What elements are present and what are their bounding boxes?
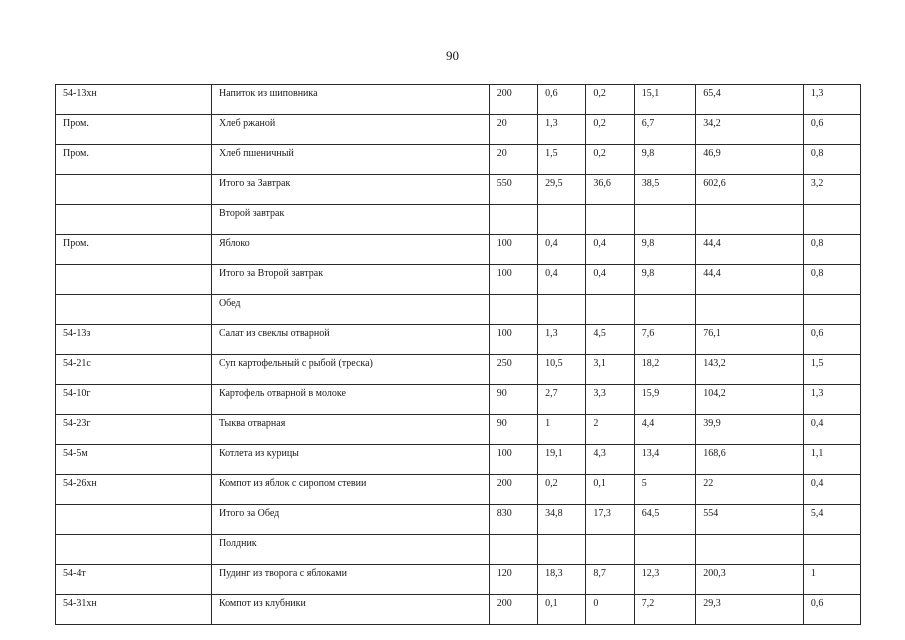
dish-name-cell: Суп картофельный с рыбой (треска) xyxy=(211,355,489,385)
energy-cell xyxy=(696,535,804,565)
carbs-cell: 12,3 xyxy=(634,565,696,595)
energy-cell: 200,3 xyxy=(696,565,804,595)
dish-name-cell: Итого за Второй завтрак xyxy=(211,265,489,295)
protein-cell: 1 xyxy=(538,415,586,445)
vitamin-c-cell: 0,4 xyxy=(803,475,860,505)
portion-mass-cell xyxy=(489,295,537,325)
carbs-cell: 5 xyxy=(634,475,696,505)
carbs-cell: 9,8 xyxy=(634,235,696,265)
carbs-cell: 13,4 xyxy=(634,445,696,475)
recipe-code-cell: 54-10г xyxy=(56,385,212,415)
fat-cell: 3,1 xyxy=(586,355,634,385)
protein-cell: 19,1 xyxy=(538,445,586,475)
table-row xyxy=(56,175,861,205)
recipe-code-cell: 54-31хн xyxy=(56,595,212,625)
fat-cell: 36,6 xyxy=(586,175,634,205)
energy-cell: 44,4 xyxy=(696,265,804,295)
carbs-cell: 38,5 xyxy=(634,175,696,205)
protein-cell: 0,2 xyxy=(538,475,586,505)
carbs-cell: 15,1 xyxy=(634,85,696,115)
page-number: 90 xyxy=(446,48,459,63)
dish-name-cell: Тыква отварная xyxy=(211,415,489,445)
fat-cell: 0,4 xyxy=(586,235,634,265)
fat-cell: 0,1 xyxy=(586,475,634,505)
portion-mass-cell: 200 xyxy=(489,595,537,625)
portion-mass-cell: 200 xyxy=(489,475,537,505)
table-row xyxy=(56,85,861,115)
recipe-code-cell xyxy=(56,265,212,295)
portion-mass-cell: 550 xyxy=(489,175,537,205)
table-row xyxy=(56,385,861,415)
fat-cell: 0,2 xyxy=(586,115,634,145)
portion-mass-cell: 100 xyxy=(489,235,537,265)
protein-cell: 1,3 xyxy=(538,325,586,355)
energy-cell: 46,9 xyxy=(696,145,804,175)
dish-name-cell: Итого за Завтрак xyxy=(211,175,489,205)
protein-cell xyxy=(538,535,586,565)
vitamin-c-cell xyxy=(803,205,860,235)
fat-cell: 2 xyxy=(586,415,634,445)
recipe-code-cell: 54-23г xyxy=(56,415,212,445)
fat-cell: 0,4 xyxy=(586,265,634,295)
vitamin-c-cell: 0,6 xyxy=(803,325,860,355)
vitamin-c-cell: 0,6 xyxy=(803,115,860,145)
dish-name-cell: Напиток из шиповника xyxy=(211,85,489,115)
table-row xyxy=(56,475,861,505)
portion-mass-cell: 90 xyxy=(489,385,537,415)
dish-name-cell: Обед xyxy=(211,295,489,325)
recipe-code-cell: Пром. xyxy=(56,235,212,265)
recipe-code-cell: 54-4т xyxy=(56,565,212,595)
table-row xyxy=(56,565,861,595)
vitamin-c-cell: 0,8 xyxy=(803,145,860,175)
carbs-cell: 7,2 xyxy=(634,595,696,625)
recipe-code-cell xyxy=(56,535,212,565)
energy-cell: 554 xyxy=(696,505,804,535)
table-row xyxy=(56,265,861,295)
dish-name-cell: Компот из клубники xyxy=(211,595,489,625)
vitamin-c-cell: 1,5 xyxy=(803,355,860,385)
fat-cell: 3,3 xyxy=(586,385,634,415)
protein-cell: 1,5 xyxy=(538,145,586,175)
portion-mass-cell: 830 xyxy=(489,505,537,535)
dish-name-cell: Котлета из курицы xyxy=(211,445,489,475)
recipe-code-cell xyxy=(56,505,212,535)
energy-cell: 104,2 xyxy=(696,385,804,415)
dish-name-cell: Итого за Обед xyxy=(211,505,489,535)
table-row xyxy=(56,505,861,535)
dish-name-cell: Компот из яблок с сиропом стевии xyxy=(211,475,489,505)
energy-cell: 76,1 xyxy=(696,325,804,355)
fat-cell: 4,5 xyxy=(586,325,634,355)
table-row xyxy=(56,445,861,475)
fat-cell: 4,3 xyxy=(586,445,634,475)
carbs-cell: 18,2 xyxy=(634,355,696,385)
dish-name-cell: Яблоко xyxy=(211,235,489,265)
table-row xyxy=(56,355,861,385)
portion-mass-cell xyxy=(489,535,537,565)
carbs-cell: 15,9 xyxy=(634,385,696,415)
fat-cell: 8,7 xyxy=(586,565,634,595)
protein-cell xyxy=(538,295,586,325)
carbs-cell: 4,4 xyxy=(634,415,696,445)
dish-name-cell: Салат из свеклы отварной xyxy=(211,325,489,355)
table-row xyxy=(56,235,861,265)
vitamin-c-cell: 1,3 xyxy=(803,385,860,415)
protein-cell: 2,7 xyxy=(538,385,586,415)
energy-cell xyxy=(696,205,804,235)
recipe-code-cell xyxy=(56,175,212,205)
recipe-code-cell xyxy=(56,205,212,235)
table-row xyxy=(56,325,861,355)
vitamin-c-cell xyxy=(803,535,860,565)
protein-cell: 29,5 xyxy=(538,175,586,205)
energy-cell: 34,2 xyxy=(696,115,804,145)
energy-cell: 143,2 xyxy=(696,355,804,385)
carbs-cell xyxy=(634,535,696,565)
recipe-code-cell: 54-13з xyxy=(56,325,212,355)
protein-cell: 18,3 xyxy=(538,565,586,595)
dish-name-cell: Полдник xyxy=(211,535,489,565)
dish-name-cell: Пудинг из творога с яблоками xyxy=(211,565,489,595)
recipe-code-cell: Пром. xyxy=(56,115,212,145)
vitamin-c-cell: 1,3 xyxy=(803,85,860,115)
protein-cell: 0,6 xyxy=(538,85,586,115)
table-row xyxy=(56,205,861,235)
energy-cell: 65,4 xyxy=(696,85,804,115)
vitamin-c-cell: 0,6 xyxy=(803,595,860,625)
fat-cell xyxy=(586,535,634,565)
protein-cell: 1,3 xyxy=(538,115,586,145)
portion-mass-cell: 20 xyxy=(489,115,537,145)
energy-cell xyxy=(696,295,804,325)
table-row xyxy=(56,115,861,145)
energy-cell: 22 xyxy=(696,475,804,505)
portion-mass-cell: 100 xyxy=(489,325,537,355)
portion-mass-cell: 100 xyxy=(489,445,537,475)
carbs-cell xyxy=(634,205,696,235)
recipe-code-cell: 54-13хн xyxy=(56,85,212,115)
carbs-cell: 64,5 xyxy=(634,505,696,535)
energy-cell: 29,3 xyxy=(696,595,804,625)
dish-name-cell: Хлеб ржаной xyxy=(211,115,489,145)
dish-name-cell: Картофель отварной в молоке xyxy=(211,385,489,415)
dish-name-cell: Второй завтрак xyxy=(211,205,489,235)
vitamin-c-cell: 1 xyxy=(803,565,860,595)
vitamin-c-cell: 3,2 xyxy=(803,175,860,205)
menu-table xyxy=(55,84,861,625)
recipe-code-cell: 54-26хн xyxy=(56,475,212,505)
carbs-cell: 9,8 xyxy=(634,145,696,175)
table-row xyxy=(56,535,861,565)
portion-mass-cell: 250 xyxy=(489,355,537,385)
fat-cell xyxy=(586,295,634,325)
protein-cell: 10,5 xyxy=(538,355,586,385)
protein-cell: 34,8 xyxy=(538,505,586,535)
portion-mass-cell: 90 xyxy=(489,415,537,445)
vitamin-c-cell: 0,8 xyxy=(803,265,860,295)
energy-cell: 602,6 xyxy=(696,175,804,205)
energy-cell: 44,4 xyxy=(696,235,804,265)
recipe-code-cell: Пром. xyxy=(56,145,212,175)
vitamin-c-cell: 5,4 xyxy=(803,505,860,535)
vitamin-c-cell: 1,1 xyxy=(803,445,860,475)
portion-mass-cell: 20 xyxy=(489,145,537,175)
portion-mass-cell: 100 xyxy=(489,265,537,295)
carbs-cell: 6,7 xyxy=(634,115,696,145)
recipe-code-cell xyxy=(56,295,212,325)
fat-cell: 0,2 xyxy=(586,85,634,115)
fat-cell xyxy=(586,205,634,235)
energy-cell: 39,9 xyxy=(696,415,804,445)
table-row xyxy=(56,145,861,175)
fat-cell: 0 xyxy=(586,595,634,625)
protein-cell: 0,4 xyxy=(538,235,586,265)
vitamin-c-cell: 0,4 xyxy=(803,415,860,445)
protein-cell xyxy=(538,205,586,235)
protein-cell: 0,1 xyxy=(538,595,586,625)
table-row xyxy=(56,595,861,625)
fat-cell: 0,2 xyxy=(586,145,634,175)
menu-table-body xyxy=(56,85,861,625)
recipe-code-cell: 54-21с xyxy=(56,355,212,385)
portion-mass-cell xyxy=(489,205,537,235)
portion-mass-cell: 120 xyxy=(489,565,537,595)
carbs-cell xyxy=(634,295,696,325)
carbs-cell: 9,8 xyxy=(634,265,696,295)
carbs-cell: 7,6 xyxy=(634,325,696,355)
protein-cell: 0,4 xyxy=(538,265,586,295)
vitamin-c-cell xyxy=(803,295,860,325)
fat-cell: 17,3 xyxy=(586,505,634,535)
dish-name-cell: Хлеб пшеничный xyxy=(211,145,489,175)
vitamin-c-cell: 0,8 xyxy=(803,235,860,265)
table-row xyxy=(56,295,861,325)
portion-mass-cell: 200 xyxy=(489,85,537,115)
energy-cell: 168,6 xyxy=(696,445,804,475)
table-row xyxy=(56,415,861,445)
recipe-code-cell: 54-5м xyxy=(56,445,212,475)
